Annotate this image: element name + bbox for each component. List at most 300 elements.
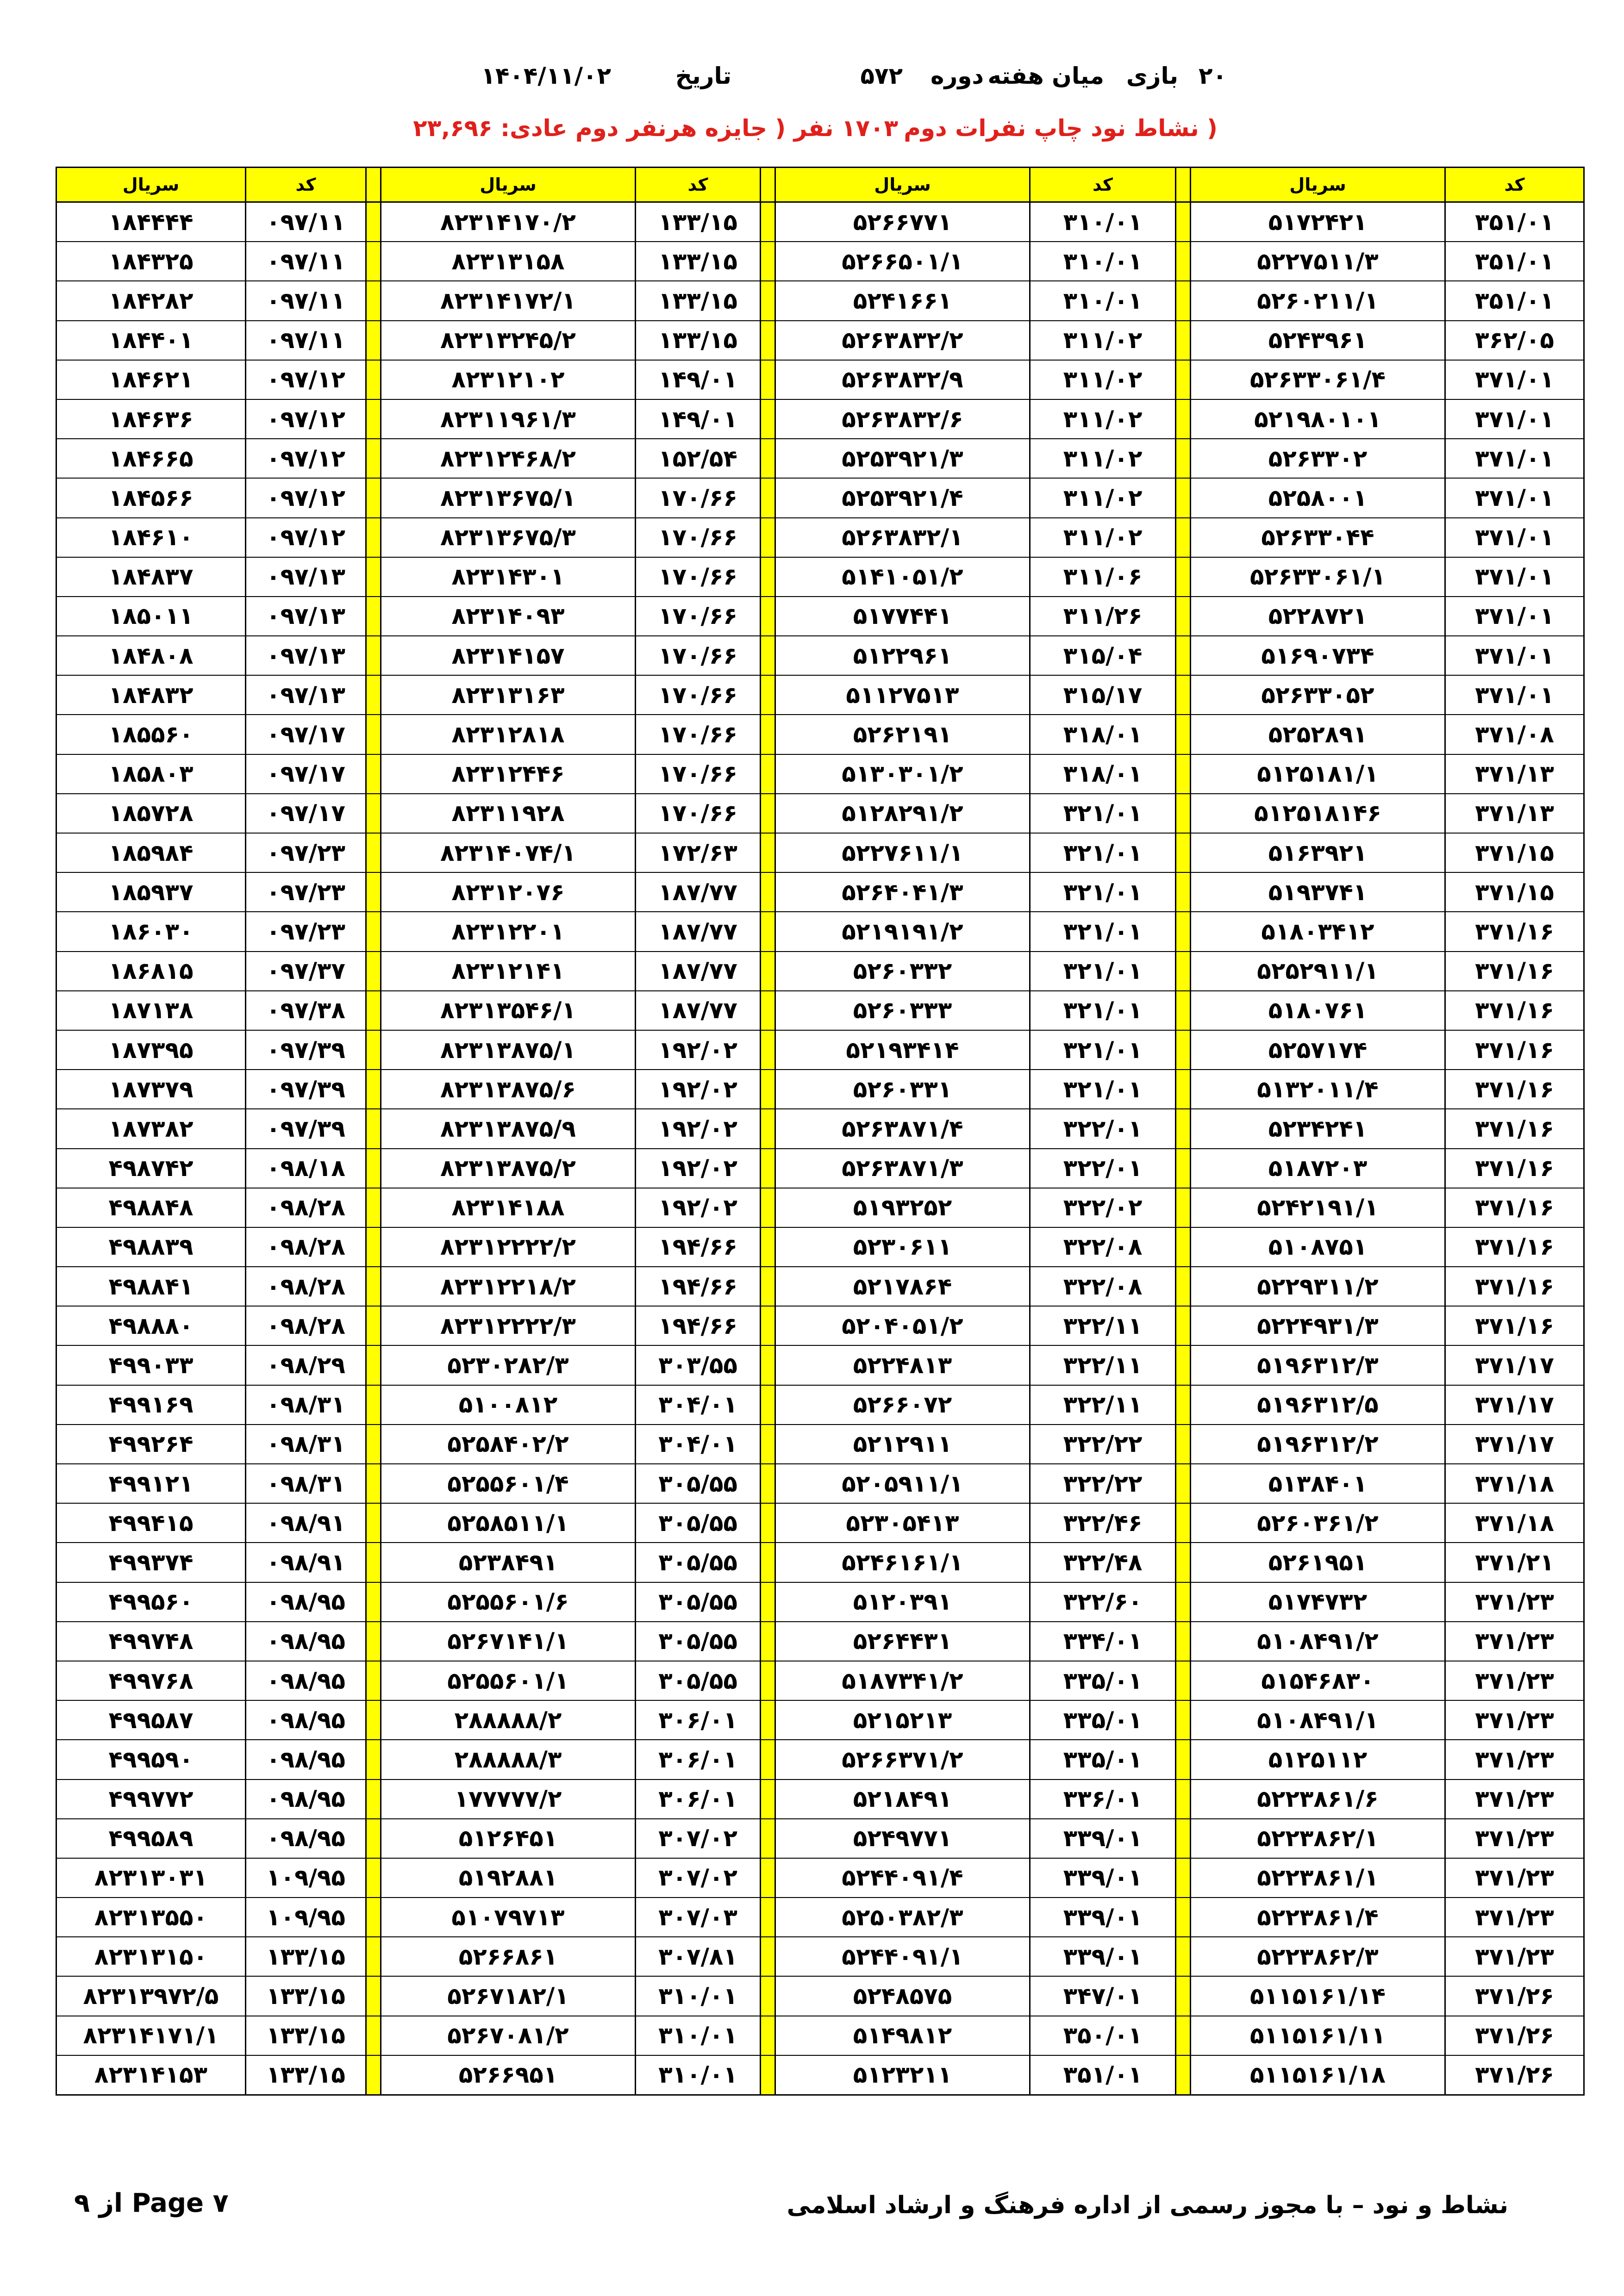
table-row xyxy=(56,754,1584,794)
column-separator xyxy=(761,1188,775,1227)
table-row xyxy=(56,1780,1584,1819)
serial-cell: ۵۲۵۸۴۰۲/۲ xyxy=(381,1425,636,1464)
code-cell: ۳۷۱/۱۶ xyxy=(1445,912,1584,951)
code-cell: ۱۹۲/۰۲ xyxy=(636,1070,761,1109)
serial-cell: ۵۱۹۶۳۱۲/۲ xyxy=(1191,1425,1445,1464)
code-cell: ۰۹۷/۱۷ xyxy=(246,794,366,833)
column-separator xyxy=(366,597,381,636)
code-cell: ۳۷۱/۰۱ xyxy=(1445,597,1584,636)
column-separator xyxy=(366,794,381,833)
code-cell: ۳۷۱/۲۱ xyxy=(1445,1543,1584,1582)
column-separator xyxy=(366,1740,381,1779)
serial-cell: ۸۲۳۱۳۶۷۵/۱ xyxy=(381,478,636,517)
code-cell: ۰۹۷/۳۷ xyxy=(246,952,366,991)
code-cell: ۳۲۲/۱۱ xyxy=(1030,1345,1176,1385)
serial-cell: ۱۸۵۰۱۱ xyxy=(56,597,246,636)
column-separator xyxy=(366,1976,381,2016)
column-separator xyxy=(761,1345,775,1385)
column-separator xyxy=(1176,1267,1191,1306)
code-cell: ۰۹۸/۹۵ xyxy=(246,1740,366,1779)
code-cell: ۰۹۷/۳۹ xyxy=(246,1109,366,1148)
serial-cell: ۴۹۹۰۳۳ xyxy=(56,1345,246,1385)
column-separator xyxy=(1176,321,1191,360)
serial-cell: ۵۱۸۷۲۰۳ xyxy=(1191,1149,1445,1188)
serial-cell: ۵۲۲۳۸۶۱/۱ xyxy=(1191,1858,1445,1898)
column-separator xyxy=(1176,557,1191,597)
code-cell: ۱۹۴/۶۶ xyxy=(636,1267,761,1306)
code-cell: ۰۹۸/۹۵ xyxy=(246,1700,366,1740)
code-cell: ۱۷۰/۶۶ xyxy=(636,754,761,794)
code-cell: ۳۲۱/۰۱ xyxy=(1030,872,1176,912)
column-separator xyxy=(366,2055,381,2095)
serial-cell: ۵۲۶۴۰۴۱/۳ xyxy=(775,872,1030,912)
table-row xyxy=(56,1070,1584,1109)
serial-cell: ۱۸۴۴۴۴ xyxy=(56,202,246,242)
table-body xyxy=(56,202,1584,2095)
code-cell: ۳۷۱/۲۶ xyxy=(1445,1976,1584,2016)
table-row xyxy=(56,1425,1584,1464)
code-cell: ۳۵۰/۰۱ xyxy=(1030,2016,1176,2055)
column-separator xyxy=(366,1700,381,1740)
column-separator xyxy=(1176,597,1191,636)
column-separator xyxy=(761,675,775,715)
code-cell: ۳۷۱/۲۳ xyxy=(1445,1937,1584,1976)
serial-cell: ۵۲۵۷۱۷۴ xyxy=(1191,1030,1445,1070)
serial-cell: ۵۲۱۲۹۱۱ xyxy=(775,1425,1030,1464)
code-cell: ۰۹۸/۳۱ xyxy=(246,1464,366,1503)
serial-cell: ۵۱۴۱۰۵۱/۲ xyxy=(775,557,1030,597)
code-cell: ۳۱۰/۰۱ xyxy=(636,2055,761,2095)
serial-cell: ۵۲۲۸۷۲۱ xyxy=(1191,597,1445,636)
table-row xyxy=(56,675,1584,715)
serial-cell: ۵۲۵۳۹۲۱/۳ xyxy=(775,439,1030,478)
serial-cell: ۸۲۳۱۴۳۰۱ xyxy=(381,557,636,597)
column-separator xyxy=(1176,1425,1191,1464)
column-separator xyxy=(366,439,381,478)
code-cell: ۳۷۱/۱۷ xyxy=(1445,1385,1584,1425)
serial-cell: ۵۱۹۶۳۱۲/۵ xyxy=(1191,1385,1445,1425)
serial-cell: ۵۲۶۳۳۰۲ xyxy=(1191,439,1445,478)
column-separator xyxy=(1176,1780,1191,1819)
code-cell: ۱۷۰/۶۶ xyxy=(636,715,761,754)
serial-cell: ۵۲۶۲۱۹۱ xyxy=(775,715,1030,754)
serial-cell: ۸۲۳۱۴۱۵۷ xyxy=(381,636,636,675)
table-row xyxy=(56,1227,1584,1267)
serial-cell: ۱۸۷۳۸۲ xyxy=(56,1109,246,1148)
serial-cell: ۴۹۹۳۷۴ xyxy=(56,1543,246,1582)
column-separator xyxy=(761,872,775,912)
serial-cell: ۵۱۹۳۲۵۲ xyxy=(775,1188,1030,1227)
serial-cell: ۵۲۱۹۳۴۱۴ xyxy=(775,1030,1030,1070)
serial-cell: ۵۲۴۲۱۹۱/۱ xyxy=(1191,1188,1445,1227)
column-separator xyxy=(366,1030,381,1070)
code-cell: ۳۳۵/۰۱ xyxy=(1030,1700,1176,1740)
period-value: ۵۷۲ xyxy=(860,62,903,89)
column-separator xyxy=(761,1543,775,1582)
serial-cell: ۵۲۵۲۸۹۱ xyxy=(1191,715,1445,754)
code-cell: ۳۲۱/۰۱ xyxy=(1030,952,1176,991)
serial-cell: ۵۲۶۷۱۸۲/۱ xyxy=(381,1976,636,2016)
column-separator xyxy=(366,872,381,912)
serial-cell: ۵۱۰۸۷۵۱ xyxy=(1191,1227,1445,1267)
code-cell: ۳۳۴/۰۱ xyxy=(1030,1622,1176,1661)
column-separator xyxy=(761,557,775,597)
serial-cell: ۱۸۵۹۳۷ xyxy=(56,872,246,912)
table-row xyxy=(56,715,1584,754)
column-separator xyxy=(1176,675,1191,715)
serial-cell: ۵۲۴۹۷۷۱ xyxy=(775,1819,1030,1858)
column-separator xyxy=(366,1819,381,1858)
column-separator xyxy=(761,399,775,439)
code-cell: ۳۷۱/۰۱ xyxy=(1445,360,1584,399)
serial-cell: ۱۸۴۸۰۸ xyxy=(56,636,246,675)
serial-cell: ۵۱۹۶۳۱۲/۳ xyxy=(1191,1345,1445,1385)
serial-cell: ۵۲۲۴۸۱۳ xyxy=(775,1345,1030,1385)
table-row xyxy=(56,991,1584,1030)
column-separator xyxy=(1176,1503,1191,1543)
column-separator xyxy=(761,360,775,399)
column-separator xyxy=(366,518,381,557)
column-separator xyxy=(761,754,775,794)
column-separator xyxy=(1176,360,1191,399)
serial-cell: ۴۹۹۵۶۰ xyxy=(56,1582,246,1622)
code-cell: ۳۱۱/۰۲ xyxy=(1030,518,1176,557)
code-cell: ۳۷۱/۱۶ xyxy=(1445,952,1584,991)
column-separator xyxy=(366,2016,381,2055)
serial-cell: ۵۲۶۶۰۷۲ xyxy=(775,1385,1030,1425)
column-separator xyxy=(761,952,775,991)
table-row xyxy=(56,1345,1584,1385)
code-cell: ۳۷۱/۲۳ xyxy=(1445,1700,1584,1740)
game-name: میان هفته xyxy=(987,62,1104,89)
code-cell: ۰۹۷/۱۲ xyxy=(246,399,366,439)
column-separator xyxy=(761,478,775,517)
code-cell: ۳۷۱/۰۱ xyxy=(1445,557,1584,597)
column-separator xyxy=(1176,912,1191,951)
code-cell: ۳۲۲/۴۶ xyxy=(1030,1503,1176,1543)
code-cell: ۱۷۰/۶۶ xyxy=(636,636,761,675)
column-separator xyxy=(1176,1385,1191,1425)
table-row xyxy=(56,478,1584,517)
serial-cell: ۵۲۶۳۸۷۱/۴ xyxy=(775,1109,1030,1148)
serial-cell: ۸۲۳۱۲۴۴۶ xyxy=(381,754,636,794)
column-separator xyxy=(761,597,775,636)
serial-cell: ۵۱۲۰۳۹۱ xyxy=(775,1582,1030,1622)
page-header xyxy=(417,62,1227,100)
game-number: ۲۰ xyxy=(1198,62,1227,89)
code-cell: ۳۰۶/۰۱ xyxy=(636,1740,761,1779)
serial-cell: ۵۲۶۳۳۰۶۱/۱ xyxy=(1191,557,1445,597)
column-separator xyxy=(366,242,381,281)
code-cell: ۳۰۷/۰۳ xyxy=(636,1898,761,1937)
code-cell: ۳۷۱/۱۶ xyxy=(1445,1070,1584,1109)
code-cell: ۰۹۷/۱۲ xyxy=(246,518,366,557)
table-row xyxy=(56,1030,1584,1070)
table-row xyxy=(56,1700,1584,1740)
serial-cell: ۵۱۱۲۷۵۱۳ xyxy=(775,675,1030,715)
serial-cell: ۵۱۸۰۷۶۱ xyxy=(1191,991,1445,1030)
code-cell: ۱۳۳/۱۵ xyxy=(636,321,761,360)
serial-cell: ۵۲۳۰۶۱۱ xyxy=(775,1227,1030,1267)
code-cell: ۳۷۱/۱۸ xyxy=(1445,1464,1584,1503)
column-separator xyxy=(1176,2055,1191,2095)
column-separator xyxy=(761,1780,775,1819)
column-separator xyxy=(1176,715,1191,754)
subheader-count: ۱۷۰۳ نفر ( جایزه هرنفر دوم عادی: ۲۳,۶۹۶ xyxy=(413,115,898,142)
table-row xyxy=(56,1937,1584,1976)
code-cell: ۰۹۸/۹۵ xyxy=(246,1582,366,1622)
code-cell: ۳۲۱/۰۱ xyxy=(1030,1070,1176,1109)
table-row xyxy=(56,360,1584,399)
column-separator xyxy=(761,518,775,557)
code-cell: ۳۷۱/۲۳ xyxy=(1445,1819,1584,1858)
column-separator xyxy=(1176,1740,1191,1779)
serial-cell: ۵۱۱۵۱۶۱/۱۱ xyxy=(1191,2016,1445,2055)
code-cell: ۰۹۷/۱۲ xyxy=(246,360,366,399)
col-header-serial: سریال xyxy=(56,168,246,202)
serial-cell: ۱۸۵۵۶۰ xyxy=(56,715,246,754)
code-cell: ۰۹۷/۳۹ xyxy=(246,1030,366,1070)
code-cell: ۳۱۱/۰۲ xyxy=(1030,360,1176,399)
serial-cell: ۵۲۲۳۸۶۱/۶ xyxy=(1191,1780,1445,1819)
code-cell: ۱۹۴/۶۶ xyxy=(636,1306,761,1345)
code-cell: ۱۷۲/۶۳ xyxy=(636,833,761,872)
code-cell: ۳۲۲/۰۲ xyxy=(1030,1188,1176,1227)
table-row xyxy=(56,2055,1584,2095)
serial-cell: ۴۹۸۷۴۲ xyxy=(56,1149,246,1188)
table-row xyxy=(56,912,1584,951)
code-cell: ۳۷۱/۲۶ xyxy=(1445,2016,1584,2055)
code-cell: ۱۴۹/۰۱ xyxy=(636,399,761,439)
serial-cell: ۴۹۹۷۶۸ xyxy=(56,1661,246,1700)
page-number: Page ۷ از ۹ xyxy=(74,2188,229,2218)
serial-cell: ۱۸۴۵۶۶ xyxy=(56,478,246,517)
serial-cell: ۵۲۶۴۴۳۱ xyxy=(775,1622,1030,1661)
column-separator xyxy=(366,833,381,872)
code-cell: ۰۹۸/۲۸ xyxy=(246,1306,366,1345)
code-cell: ۳۷۱/۱۶ xyxy=(1445,991,1584,1030)
serial-cell: ۴۹۹۷۷۲ xyxy=(56,1780,246,1819)
column-separator xyxy=(366,1543,381,1582)
code-cell: ۱۹۲/۰۲ xyxy=(636,1109,761,1148)
serial-cell: ۵۲۶۳۳۰۴۴ xyxy=(1191,518,1445,557)
column-separator xyxy=(1176,1070,1191,1109)
serial-cell: ۵۱۳۰۳۰۱/۲ xyxy=(775,754,1030,794)
serial-cell: ۱۸۵۸۰۳ xyxy=(56,754,246,794)
table-row xyxy=(56,281,1584,320)
code-cell: ۳۷۱/۱۶ xyxy=(1445,1227,1584,1267)
column-separator xyxy=(1176,833,1191,872)
serial-cell: ۵۱۲۳۲۱۱ xyxy=(775,2055,1030,2095)
code-cell: ۰۹۸/۳۱ xyxy=(246,1385,366,1425)
serial-cell: ۵۲۵۲۹۱۱/۱ xyxy=(1191,952,1445,991)
serial-cell: ۱۸۴۲۸۲ xyxy=(56,281,246,320)
table-row xyxy=(56,1819,1584,1858)
code-cell: ۰۹۸/۹۵ xyxy=(246,1819,366,1858)
code-cell: ۳۲۲/۰۸ xyxy=(1030,1267,1176,1306)
code-cell: ۳۶۲/۰۵ xyxy=(1445,321,1584,360)
column-separator xyxy=(366,991,381,1030)
code-cell: ۳۷۱/۰۱ xyxy=(1445,399,1584,439)
column-separator xyxy=(1176,952,1191,991)
column-separator xyxy=(761,715,775,754)
serial-cell: ۵۱۷۴۷۳۲ xyxy=(1191,1582,1445,1622)
code-cell: ۰۹۸/۹۱ xyxy=(246,1543,366,1582)
code-cell: ۳۷۱/۲۳ xyxy=(1445,1582,1584,1622)
serial-cell: ۵۲۶۰۳۳۲ xyxy=(775,952,1030,991)
code-cell: ۱۳۳/۱۵ xyxy=(246,1937,366,1976)
column-separator xyxy=(1176,1898,1191,1937)
table-row xyxy=(56,1306,1584,1345)
code-cell: ۳۱۱/۰۲ xyxy=(1030,439,1176,478)
serial-cell: ۵۲۶۶۳۷۱/۲ xyxy=(775,1740,1030,1779)
serial-cell: ۸۲۳۱۱۹۲۸ xyxy=(381,794,636,833)
column-separator xyxy=(366,399,381,439)
code-cell: ۳۷۱/۱۷ xyxy=(1445,1425,1584,1464)
serial-cell: ۵۲۴۸۵۷۵ xyxy=(775,1976,1030,2016)
serial-cell: ۵۲۶۳۸۳۲/۲ xyxy=(775,321,1030,360)
column-separator xyxy=(1176,794,1191,833)
code-cell: ۱۴۹/۰۱ xyxy=(636,360,761,399)
serial-cell: ۵۲۱۹۸۰۱۰۱ xyxy=(1191,399,1445,439)
code-cell: ۰۹۷/۱۳ xyxy=(246,597,366,636)
serial-cell: ۵۲۴۶۱۶۱/۱ xyxy=(775,1543,1030,1582)
code-cell: ۳۳۹/۰۱ xyxy=(1030,1819,1176,1858)
table-row xyxy=(56,1464,1584,1503)
column-separator xyxy=(1176,1543,1191,1582)
code-cell: ۱۷۰/۶۶ xyxy=(636,518,761,557)
code-cell: ۳۰۷/۰۲ xyxy=(636,1819,761,1858)
code-cell: ۰۹۸/۲۸ xyxy=(246,1267,366,1306)
serial-cell: ۴۹۹۵۹۰ xyxy=(56,1740,246,1779)
serial-cell: ۵۲۶۶۵۰۱/۱ xyxy=(775,242,1030,281)
serial-cell: ۵۲۶۳۸۳۲/۱ xyxy=(775,518,1030,557)
license-footer: نشاط و نود – با مجوز رسمی از اداره فرهنگ و ارشاد اسلامی xyxy=(787,2191,1508,2219)
code-cell: ۳۷۱/۱۶ xyxy=(1445,1306,1584,1345)
table-row xyxy=(56,399,1584,439)
column-separator xyxy=(761,1740,775,1779)
column-separator xyxy=(1176,1858,1191,1898)
serial-cell: ۱۸۴۶۳۶ xyxy=(56,399,246,439)
column-separator xyxy=(1176,991,1191,1030)
serial-cell: ۵۱۲۵۱۸۱/۱ xyxy=(1191,754,1445,794)
col-header-code: کد xyxy=(1445,168,1584,202)
column-separator xyxy=(366,1464,381,1503)
column-separator xyxy=(1176,1976,1191,2016)
serial-cell: ۸۲۳۱۳۱۶۳ xyxy=(381,675,636,715)
code-cell: ۳۳۹/۰۱ xyxy=(1030,1898,1176,1937)
code-cell: ۱۵۲/۵۴ xyxy=(636,439,761,478)
column-separator xyxy=(366,1898,381,1937)
code-cell: ۳۷۱/۰۱ xyxy=(1445,636,1584,675)
serial-cell: ۵۲۵۵۶۰۱/۴ xyxy=(381,1464,636,1503)
serial-cell: ۵۲۶۱۹۵۱ xyxy=(1191,1543,1445,1582)
column-separator xyxy=(1176,1622,1191,1661)
code-cell: ۰۹۷/۳۸ xyxy=(246,991,366,1030)
serial-cell: ۵۲۶۳۳۰۵۲ xyxy=(1191,675,1445,715)
serial-cell: ۸۲۳۱۳۸۷۵/۲ xyxy=(381,1149,636,1188)
serial-cell: ۵۱۹۳۷۴۱ xyxy=(1191,872,1445,912)
code-cell: ۳۰۴/۰۱ xyxy=(636,1385,761,1425)
column-separator xyxy=(761,1582,775,1622)
column-separator xyxy=(1176,439,1191,478)
serial-cell: ۵۱۲۵۱۱۲ xyxy=(1191,1740,1445,1779)
table-row xyxy=(56,1543,1584,1582)
code-cell: ۱۳۳/۱۵ xyxy=(636,281,761,320)
code-cell: ۳۱۱/۰۶ xyxy=(1030,557,1176,597)
serial-cell: ۵۲۵۸۰۰۱ xyxy=(1191,478,1445,517)
column-separator xyxy=(1176,636,1191,675)
column-separator xyxy=(761,1858,775,1898)
column-separator xyxy=(1176,1819,1191,1858)
serial-cell: ۴۹۹۱۲۱ xyxy=(56,1464,246,1503)
code-cell: ۳۲۲/۲۲ xyxy=(1030,1425,1176,1464)
column-separator xyxy=(761,794,775,833)
column-separator xyxy=(761,1700,775,1740)
column-separator xyxy=(1176,281,1191,320)
code-cell: ۳۱۸/۰۱ xyxy=(1030,715,1176,754)
serial-cell: ۸۲۳۱۳۶۷۵/۳ xyxy=(381,518,636,557)
column-separator xyxy=(1176,872,1191,912)
column-separator xyxy=(1176,1661,1191,1700)
serial-cell: ۵۲۶۰۳۶۱/۲ xyxy=(1191,1503,1445,1543)
column-separator xyxy=(761,912,775,951)
col-header-code: کد xyxy=(636,168,761,202)
column-separator xyxy=(366,1188,381,1227)
code-cell: ۳۲۲/۴۸ xyxy=(1030,1543,1176,1582)
column-separator xyxy=(366,557,381,597)
table-row xyxy=(56,794,1584,833)
code-cell: ۳۷۱/۱۶ xyxy=(1445,1188,1584,1227)
code-cell: ۳۱۱/۰۲ xyxy=(1030,478,1176,517)
code-cell: ۳۷۱/۰۱ xyxy=(1445,518,1584,557)
code-cell: ۳۰۵/۵۵ xyxy=(636,1464,761,1503)
serial-cell: ۴۹۹۵۸۹ xyxy=(56,1819,246,1858)
column-separator xyxy=(366,1306,381,1345)
table-row xyxy=(56,1898,1584,1937)
code-cell: ۰۹۷/۲۳ xyxy=(246,872,366,912)
code-cell: ۰۹۸/۳۱ xyxy=(246,1425,366,1464)
column-separator xyxy=(366,675,381,715)
serial-cell: ۸۲۳۱۳۱۵۸ xyxy=(381,242,636,281)
code-cell: ۰۹۷/۱۲ xyxy=(246,439,366,478)
code-cell: ۳۳۹/۰۱ xyxy=(1030,1937,1176,1976)
column-separator xyxy=(1176,518,1191,557)
code-cell: ۱۷۰/۶۶ xyxy=(636,794,761,833)
serial-cell: ۱۸۴۸۳۷ xyxy=(56,557,246,597)
code-cell: ۱۹۲/۰۲ xyxy=(636,1188,761,1227)
serial-cell: ۱۸۷۳۷۹ xyxy=(56,1070,246,1109)
column-separator xyxy=(761,202,775,242)
serial-cell: ۵۲۳۰۲۸۲/۳ xyxy=(381,1345,636,1385)
code-cell: ۳۵۱/۰۱ xyxy=(1445,281,1584,320)
serial-cell: ۸۲۳۱۴۱۷۲/۱ xyxy=(381,281,636,320)
column-separator xyxy=(761,1030,775,1070)
serial-cell: ۵۱۱۵۱۶۱/۱۴ xyxy=(1191,1976,1445,2016)
serial-cell: ۸۲۳۱۲۸۱۸ xyxy=(381,715,636,754)
serial-cell: ۸۲۳۱۲۱۰۲ xyxy=(381,360,636,399)
serial-cell: ۴۹۸۸۴۱ xyxy=(56,1267,246,1306)
column-separator xyxy=(366,360,381,399)
serial-cell: ۱۸۷۳۹۵ xyxy=(56,1030,246,1070)
serial-cell: ۵۲۰۴۰۵۱/۲ xyxy=(775,1306,1030,1345)
column-separator xyxy=(761,1622,775,1661)
column-separator xyxy=(366,321,381,360)
serial-cell: ۱۸۷۱۳۸ xyxy=(56,991,246,1030)
code-cell: ۱۳۳/۱۵ xyxy=(636,202,761,242)
column-separator xyxy=(366,1937,381,1976)
code-cell: ۱۹۲/۰۲ xyxy=(636,1149,761,1188)
